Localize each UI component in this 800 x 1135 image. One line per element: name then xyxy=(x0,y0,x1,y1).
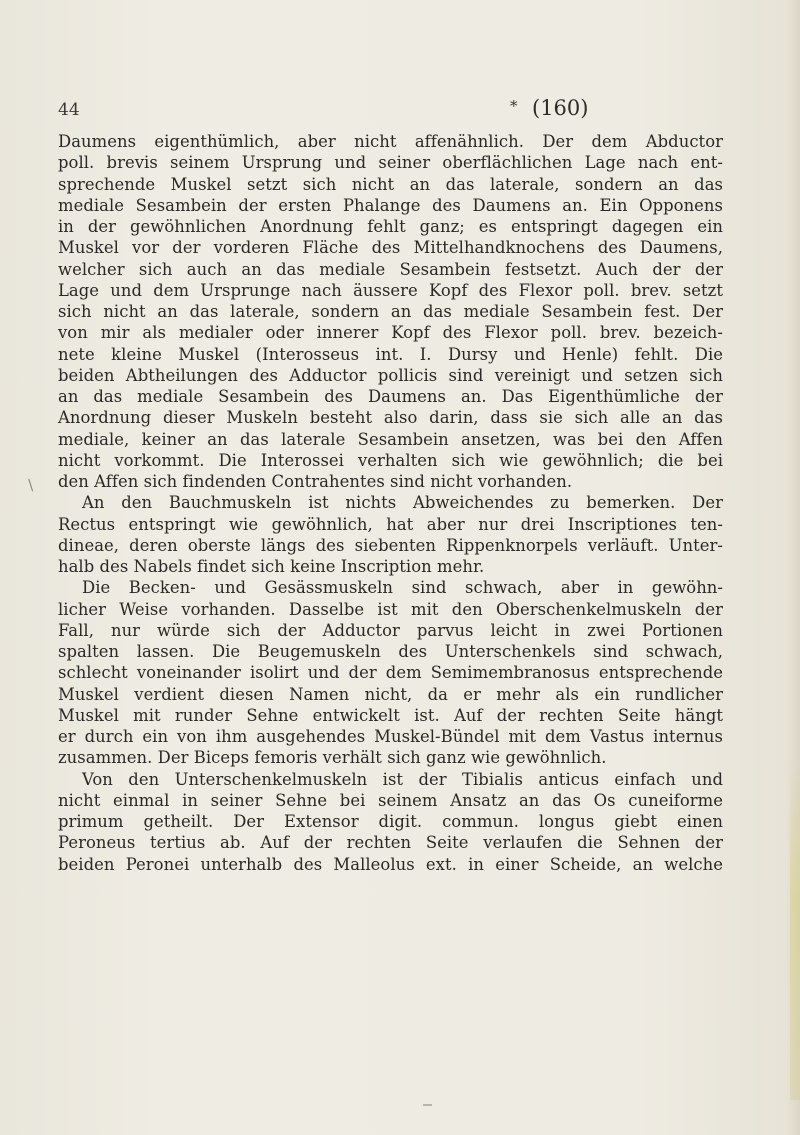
text-line: in der gewöhnlichen Anordnung fehlt ganz; es entspringt dagegen ein xyxy=(58,217,723,236)
text-line: welcher sich auch an das mediale Sesambein festsetzt. Auch der der xyxy=(58,259,723,279)
text-line: sich nicht an das laterale, sondern an das mediale Sesambein fest. Der xyxy=(58,302,723,321)
margin-mark: / xyxy=(23,476,38,494)
text-line: Lage und dem Ursprunge nach äussere Kopf des Flexor poll. brev. setzt xyxy=(58,280,723,300)
text-line: zusammen. Der Biceps femoris verhält sich ganz wie gewöhnlich. xyxy=(58,748,607,768)
text-line: dineae, deren oberste längs des siebenten Rippenknorpels verläuft. Unter- xyxy=(58,535,723,555)
bottom-mark xyxy=(423,1104,432,1106)
text-line: nicht vorkommt. Die Interossei verhalten sich wie gewöhnlich; die bei xyxy=(58,450,723,470)
text-line: Muskel mit runder Sehne entwickelt ist. Auf der rechten Seite hängt xyxy=(58,705,723,725)
text-line: An den Bauchmuskeln ist nichts Abweichendes zu bemerken. Der xyxy=(82,493,723,513)
page-stain xyxy=(790,760,800,1100)
text-line: von mir als medialer oder innerer Kopf des Flexor poll. brev. bezeich- xyxy=(58,323,723,343)
text-line: Die Becken- und Gesässmuskeln sind schwach, aber in gewöhn- xyxy=(82,578,723,598)
text-line: beiden Abtheilungen des Adductor pollicis sind vereinigt und setzen sich xyxy=(58,365,723,385)
paragraph xyxy=(58,577,723,768)
text-line: primum getheilt. Der Extensor digit. commun. longus giebt einen xyxy=(58,812,723,831)
paragraph xyxy=(58,769,723,875)
star-mark: * xyxy=(510,97,518,115)
text-line: Muskel verdient diesen Namen nicht, da er mehr als ein rundlicher xyxy=(58,684,723,704)
text-line: mediale Sesambein der ersten Phalange des Daumens an. Ein Opponens xyxy=(58,195,723,215)
section-number: (160) xyxy=(532,96,589,120)
text-line: nete kleine Muskel (Interosseus int. I. Dursy und Henle) fehlt. Die xyxy=(58,344,723,364)
body-text xyxy=(58,131,723,875)
text-line: Muskel vor der vorderen Fläche des Mittelhandknochens des Daumens, xyxy=(58,238,723,258)
text-line: spalten lassen. Die Beugemuskeln des Unterschenkels sind schwach, xyxy=(58,642,723,661)
text-line: an das mediale Sesambein des Daumens an. Das Eigenthümliche der xyxy=(58,387,723,406)
text-line: nicht einmal in seiner Sehne bei seinem Ansatz an das Os cuneiforme xyxy=(58,790,723,810)
text-line: schlecht voneinander isolirt und der dem Semimembranosus entsprechende xyxy=(58,663,723,683)
page-number: 44 xyxy=(58,100,80,120)
paragraph xyxy=(58,492,723,577)
paragraph xyxy=(58,131,723,492)
text-line: halb des Nabels findet sich keine Inscription mehr. xyxy=(58,557,485,576)
text-line: den Affen sich findenden Contrahentes sind nicht vorhanden. xyxy=(58,472,573,491)
text-line: Daumens eigenthümlich, aber nicht affenähnlich. Der dem Abductor xyxy=(58,132,723,151)
page-header xyxy=(58,96,718,126)
text-line: licher Weise vorhanden. Dasselbe ist mit den Oberschenkelmuskeln der xyxy=(58,599,723,619)
text-line: Von den Unterschenkelmuskeln ist der Tibialis anticus einfach und xyxy=(82,769,723,789)
text-line: Anordnung dieser Muskeln besteht also darin, dass sie sich alle an das xyxy=(58,408,723,428)
text-line: Fall, nur würde sich der Adductor parvus leicht in zwei Portionen xyxy=(58,620,723,640)
text-line: mediale, keiner an das laterale Sesambein ansetzen, was bei den Affen xyxy=(58,429,723,449)
text-line: Peroneus tertius ab. Auf der rechten Seite verlaufen die Sehnen der xyxy=(58,833,723,853)
text-line: sprechende Muskel setzt sich nicht an das laterale, sondern an das xyxy=(58,174,723,194)
text-line: er durch ein von ihm ausgehendes Muskel-Bündel mit dem Vastus internus xyxy=(58,727,723,746)
text-line: beiden Peronei unterhalb des Malleolus ext. in einer Scheide, an welche xyxy=(58,854,723,874)
text-line: Rectus entspringt wie gewöhnlich, hat aber nur drei Inscriptiones ten- xyxy=(58,514,723,534)
text-line: poll. brevis seinem Ursprung und seiner oberflächlichen Lage nach ent- xyxy=(58,153,723,173)
